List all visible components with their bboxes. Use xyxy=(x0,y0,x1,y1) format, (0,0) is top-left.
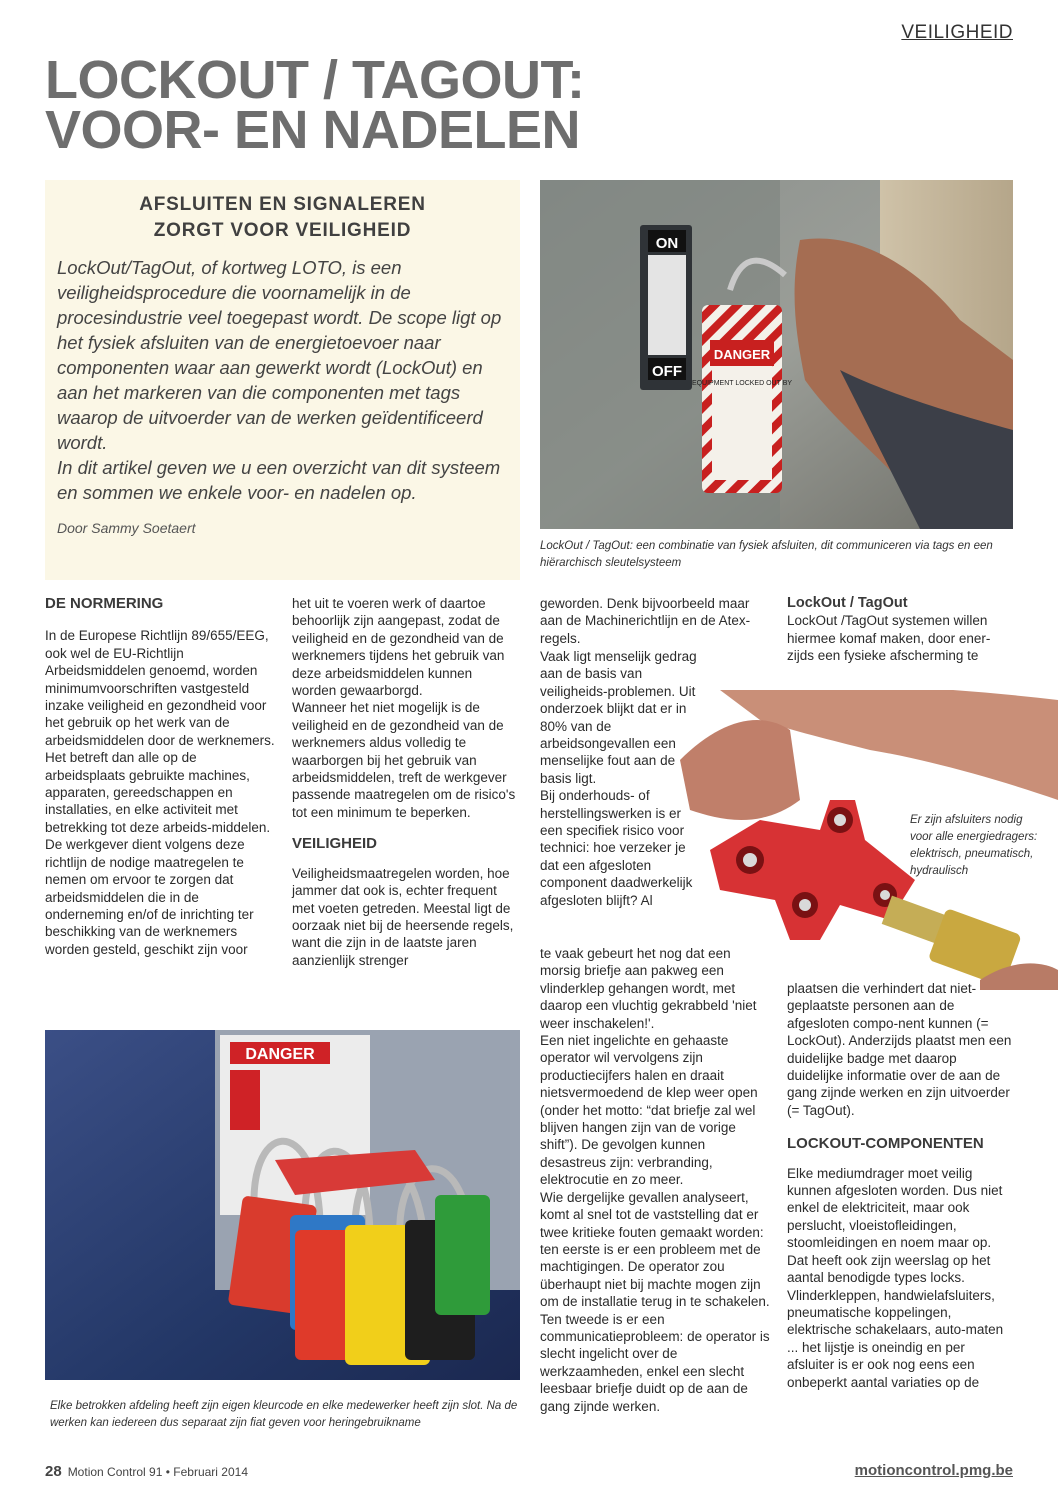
col3-p2c: te vaak gebeurt het nog dat een morsig briefje aan pakweg een vlinderklep gehangen wordt, met daarop een vluchtig gekrabbeld 'niet weer inschakelen!'. xyxy=(540,946,757,1031)
off-label: OFF xyxy=(652,363,682,380)
danger-label: DANGER xyxy=(713,347,771,362)
col2-p3: Veiligheidsmaatregelen worden, hoe jammer dat ook is, echter frequent met voeten getreden. Meestal ligt de oorzaak niet bij de heersende regels, want die zijn in de laatste jaren aanzienlijk strenger xyxy=(292,865,514,968)
col3-p4: Wie dergelijke gevallen analyseert, komt al snel tot de vaststelling dat er twee kritieke fouten gemaakt worden: ten eerste is er een probleem met de machtigingen. De operator zou überhaupt niet bij machte mogen zijn om de installatie terug in te schakelen. Ten tweede is er een communicatieprobleem: de operator is slecht ingelicht over de werkzaamheden, enkel een slecht leesbaar briefje duidt op de aan de gang zijnde werken. xyxy=(540,1189,770,1414)
column-2 xyxy=(292,595,520,969)
footer-url-link[interactable]: motioncontrol.pmg.be xyxy=(854,1462,1013,1479)
photo-padlocks-art xyxy=(45,1030,520,1380)
page-number: 28 xyxy=(45,1463,62,1480)
heading-lockout-componenten: LOCKOUT-COMPONENTEN xyxy=(787,1135,984,1153)
author: Door Sammy Soetaert xyxy=(57,520,196,536)
caption-valve-photo: Er zijn afsluiters nodig voor alle energiedragers: elektrisch, pneumatisch, hydraulisch xyxy=(910,814,1038,877)
intro-heading-line-1: AFSLUITEN EN SIGNALEREN xyxy=(139,194,426,215)
photo-lockout-tag xyxy=(540,180,1013,529)
col1-p3: De werkgever dient volgens deze richtlijn de nodige maatregelen te nemen om ervoor te zorgen dat arbeidsmiddelen die in de onderneming en/of de inrichting ter beschikking van de werknemers worden gesteld, geschikt zijn voor xyxy=(45,837,254,957)
intro-body-2: In dit artikel geven we u een overzicht van dit systeem en sommen we enkele voor- en nadelen op. xyxy=(57,457,501,503)
footer-left xyxy=(45,1463,248,1480)
section-tag: VEILIGHEID xyxy=(901,22,1013,43)
heading-normering: DE NORMERING xyxy=(45,595,164,612)
intro-body: LockOut/TagOut, of kortweg LOTO, is een veiligheidsprocedure die voornamelijk in de procesindustrie veel toegepast wordt. De scope ligt op het fysiek afsluiten van de energietoevoer naar componenten waar aan gewerkt wordt (LockOut) en aan het markeren van die componenten met tags waarop de uitvoerder van de werken geïdentificeerd wordt. xyxy=(57,257,502,453)
col3-p2a: Vaak ligt menselijk gedrag aan de basis van veiligheids-problemen. Uit onderzoek blijkt dat er in 80% van de arbeidsongevallen een menselijke fout aan de basis ligt. xyxy=(540,649,697,786)
col3-p3: Een niet ingelichte en gehaaste operator wil vervolgens zijn productiecijfers halen en draait nietsvermoedend de klep weer open (onder het motto: “dat briefje zal wel blijven hangen zijn van de vorige shift”). De gevolgen kunnen desastreus zijn: verbranding, elektrocutie en zo meer. xyxy=(540,1033,758,1188)
column-3-narrow xyxy=(540,648,700,909)
caption-top-photo: LockOut / TagOut: een combinatie van fysiek afsluiten, dit communiceren via tags en een hiërarchisch sleutelsysteem xyxy=(540,540,993,569)
col1-p1: In de Europese Richtlijn 89/655/EEG, ook wel de EU-Richtlijn Arbeidsmiddelen genoemd, worden minimumvoorschriften vastgesteld inzake veiligheid en gezondheid voor het gebruik op het werk van de arbeidsmiddelen door de werknemers. xyxy=(45,628,275,748)
col3-p2b: Bij onderhouds- of herstellingswerken is er een specifiek risico voor technici: hoe verzeker je dat een afgesloten component daadwerkelijk afgesloten blijft? Al xyxy=(540,788,693,908)
col1-p2: Het betreft dan alle op de arbeidsplaats gebruikte machines, apparaten, gereedschappen en installaties, en elke activiteit met betrekking tot deze arbeids-middelen. xyxy=(45,750,271,835)
col4-p1: LockOut /TagOut systemen willen hiermee komaf maken, door ener-zijds een fysieke afscherming te xyxy=(787,613,991,664)
photo-lockout-tag-art xyxy=(540,180,1013,529)
photo-padlocks xyxy=(45,1030,520,1380)
on-label: ON xyxy=(655,235,679,252)
column-1 xyxy=(45,595,275,958)
title-line-1: LOCKOUT / TAGOUT: xyxy=(45,50,585,110)
col4-p2: plaatsen die verhindert dat niet-geplaatste personen aan de afgesloten compo-nent kunnen (= LockOut). Anderzijds plaatst men een duidelijke badge met daarop duidelijke informatie over de aan de gang zijnde werken en zijn uitvoerder (= TagOut). xyxy=(787,981,1012,1118)
column-3-lower xyxy=(540,945,770,1415)
caption-padlocks-photo: Elke betrokken afdeling heeft zijn eigen kleurcode en elke medewerker heeft zijn slot. Na de werken kan iedereen dus separaat zijn fiat geven voor heringebruikname xyxy=(50,1400,518,1429)
magazine-info: Motion Control 91 • Februari 2014 xyxy=(67,1465,248,1479)
page-title xyxy=(45,50,585,160)
intro-heading-line-2: ZORGT VOOR VEILIGHEID xyxy=(153,220,412,241)
column-4-lower xyxy=(787,980,1013,1391)
tag-text: EQUIPMENT LOCKED OUT BY xyxy=(691,380,793,387)
locks-danger-label: DANGER xyxy=(245,1046,315,1063)
intro-heading xyxy=(60,192,505,244)
heading-veiligheid: VEILIGHEID xyxy=(292,835,378,853)
col4-p3: Elke mediumdrager moet veilig kunnen afgesloten worden. Dus niet enkel de elektriciteit, maar ook perslucht, vloeistofleidingen, stoomleidingen en noem maar op. Dat heeft ook zijn weerslag op het aantal benodigde types locks. Vlinderkleppen, handwielafsluiters, pneumatische koppelingen, elektrische schakelaars, auto-maten ... het lijstje is oneindig en per afsluiter is er ook nog eens een onbeperkt aantal variaties op de xyxy=(787,1165,1004,1390)
title-line-2: VOOR- EN NADELEN xyxy=(45,100,581,160)
column-3 xyxy=(540,595,770,647)
heading-lockout-tagout: LockOut / TagOut xyxy=(787,595,908,611)
intro-text xyxy=(57,255,512,505)
col2-p1: het uit te voeren werk of daartoe behoorlijk zijn aangepast, zodat de veiligheid en de gezondheid van de werknemers tijdens het gebruik van deze arbeidsmiddelen kunnen worden gewaarborgd. xyxy=(292,596,505,699)
column-4 xyxy=(787,595,1013,665)
col2-p2: Wanneer het niet mogelijk is de veiligheid en de gezondheid van de werknemers aldus volledig te waarborgen bij het gebruik van arbeidsmiddelen, treft de werkgever passende maatregelen om de risico's tot een minimum te beperken. xyxy=(292,700,516,820)
col3-p1: geworden. Denk bijvoorbeeld maar aan de Machinerichtlijn en de Atex-regels. xyxy=(540,596,751,646)
